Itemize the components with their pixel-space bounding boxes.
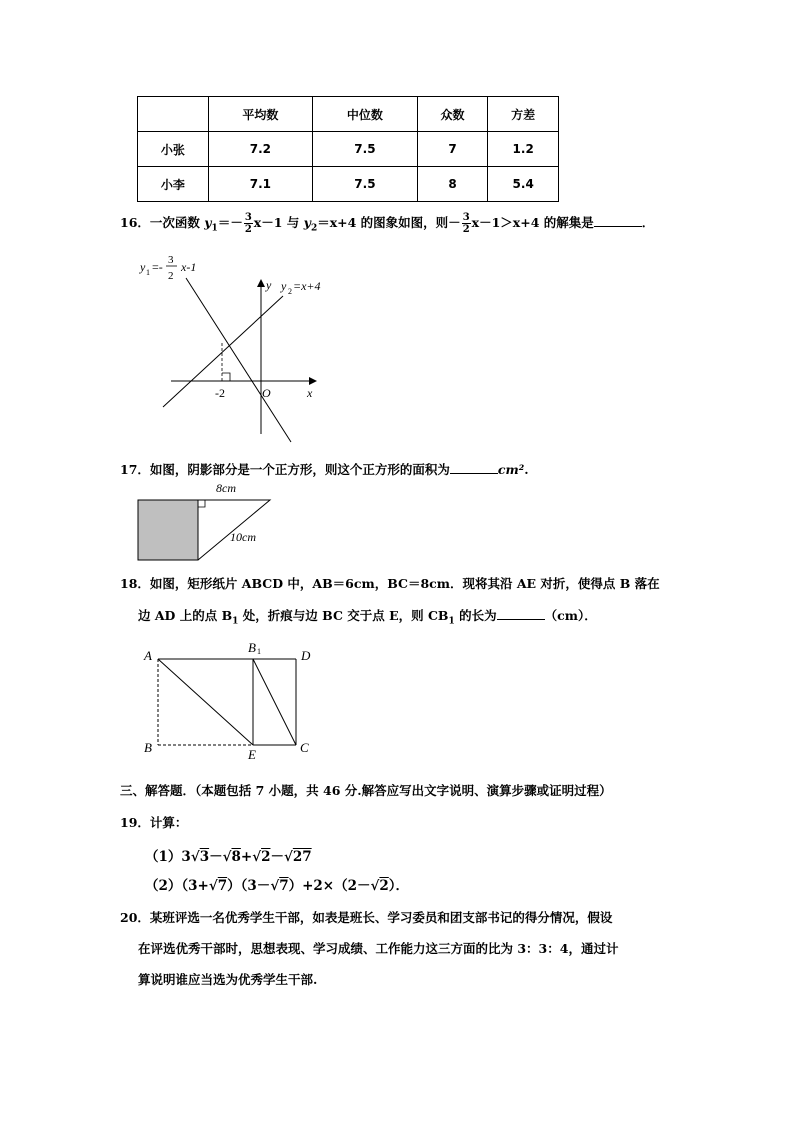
table-row bbox=[138, 167, 559, 202]
graph-label-y1-tail: x-1 bbox=[181, 260, 197, 274]
q18-line2c: 的长为 bbox=[454, 608, 497, 623]
table-header-cell: 平均数 bbox=[208, 97, 313, 132]
graph-label-y1-eq: =- bbox=[152, 260, 163, 274]
table-header-cell bbox=[138, 97, 209, 132]
q19-number: 19． bbox=[120, 815, 150, 830]
graph-label-y1-sub: 1 bbox=[146, 268, 150, 277]
table-cell: 1.2 bbox=[488, 132, 559, 167]
q20-number: 20． bbox=[120, 910, 150, 925]
table-header-cell: 方差 bbox=[488, 97, 559, 132]
part-label: （2） bbox=[145, 878, 182, 894]
q19-part2: （2）（3+√7）（3－√7）+2×（2－√2）． bbox=[145, 878, 410, 894]
right-angle-mark bbox=[222, 373, 230, 381]
table-cell: 5.4 bbox=[488, 167, 559, 202]
point-B1-sub: 1 bbox=[257, 647, 261, 656]
point-B: B bbox=[144, 740, 152, 755]
q16-text-1: 一次函数 bbox=[149, 215, 200, 230]
table-cell: 7.5 bbox=[313, 132, 418, 167]
expr: ）． bbox=[388, 878, 410, 894]
q17-text: 如图，阴影部分是一个正方形，则这个正方形的面积为 bbox=[149, 462, 450, 477]
fraction-num: 3 bbox=[244, 212, 252, 223]
table-cell: 7.5 bbox=[313, 167, 418, 202]
q16-sub2: 2 bbox=[310, 223, 318, 234]
segment-B1C bbox=[253, 659, 296, 745]
q18-line1: 如图，矩形纸片 ABCD 中，AB＝6cm，BC＝8cm．现将其沿 AE 对折，使得点 B 落在 bbox=[149, 576, 660, 591]
x-axis-arrow-icon bbox=[309, 377, 317, 385]
graph-label-y1-num: 3 bbox=[168, 254, 174, 266]
q16-graph bbox=[135, 252, 335, 447]
point-D: D bbox=[301, 648, 311, 663]
q19-part1: （1）3√3－√8+√2－√27 bbox=[145, 849, 312, 865]
question-18-line2 bbox=[138, 606, 597, 627]
score-table bbox=[137, 96, 559, 202]
q16-fraction bbox=[244, 212, 253, 235]
axis-label-y: y bbox=[266, 278, 272, 292]
shaded-square bbox=[138, 500, 198, 560]
q16-text-2: x－1 与 bbox=[253, 215, 300, 230]
table-header-row bbox=[138, 97, 559, 132]
radicand: 27 bbox=[292, 849, 312, 865]
y-axis-arrow-icon bbox=[257, 279, 265, 287]
axis-label-x: x bbox=[307, 386, 313, 400]
q17-number: 17． bbox=[120, 462, 150, 477]
q18-number: 18． bbox=[120, 576, 150, 591]
origin-label: O bbox=[262, 386, 271, 400]
point-E: E bbox=[248, 747, 256, 762]
radicand: 7 bbox=[279, 878, 289, 894]
graph-label-y2-tail: =x+4 bbox=[293, 279, 321, 293]
q16-y1: y bbox=[204, 215, 212, 230]
table-header-cell: 众数 bbox=[417, 97, 488, 132]
table-cell: 7 bbox=[417, 132, 488, 167]
expr: ）+2×（2－ bbox=[288, 878, 371, 894]
section-heading: 三、解答题．（本题包括 7 小题，共 46 分.解答应写出文字说明、演算步骤或证明过程） bbox=[120, 783, 612, 798]
graph-label-y1-den: 2 bbox=[168, 270, 174, 282]
graph-label-y2: y bbox=[281, 279, 287, 293]
length-label-top: 8cm bbox=[216, 481, 236, 495]
q16-sub1: 1 bbox=[211, 223, 218, 234]
point-C: C bbox=[300, 740, 309, 755]
answer-blank[interactable] bbox=[594, 215, 642, 227]
right-angle-mark bbox=[198, 500, 205, 507]
q16-text-3: ＝x+4 的图象如图，则－ bbox=[317, 215, 461, 230]
radicand: 2 bbox=[261, 849, 271, 865]
q18-sub2: 1 bbox=[448, 616, 455, 627]
question-18 bbox=[120, 574, 660, 592]
fraction-den: 2 bbox=[244, 224, 252, 235]
expr: ）（3－ bbox=[227, 878, 271, 894]
tick-label: -2 bbox=[215, 386, 225, 400]
question-17 bbox=[120, 460, 529, 478]
table-cell: 7.1 bbox=[208, 167, 313, 202]
answer-blank[interactable] bbox=[450, 462, 498, 474]
q17-unit: cm² bbox=[497, 462, 525, 477]
q18-line2d: （cm）． bbox=[544, 608, 597, 623]
q16-end: ． bbox=[641, 215, 655, 230]
q17-figure bbox=[130, 478, 280, 568]
table-cell: 小李 bbox=[138, 167, 209, 202]
q17-end: . bbox=[524, 462, 529, 477]
q20-line2: 在评选优秀干部时，思想表现、学习成绩、工作能力这三方面的比为 3：3：4，通过计 bbox=[138, 941, 619, 956]
point-A: A bbox=[144, 648, 152, 663]
table-header-cell: 中位数 bbox=[313, 97, 418, 132]
length-label-hyp: 10cm bbox=[230, 530, 256, 544]
point-B1: B bbox=[248, 640, 256, 655]
graph-label-y2-sub: 2 bbox=[288, 287, 292, 296]
question-16 bbox=[120, 212, 654, 235]
radicand: 8 bbox=[231, 849, 241, 865]
q16-y2: y bbox=[303, 215, 311, 230]
q19-title: 计算： bbox=[149, 815, 188, 830]
q20-line3: 算说明谁应当选为优秀学生干部. bbox=[138, 972, 318, 987]
q16-fraction-2 bbox=[462, 212, 471, 235]
q18-line2a: 边 AD 上的点 B bbox=[138, 608, 233, 623]
operator: + bbox=[240, 849, 253, 865]
answer-blank[interactable] bbox=[497, 608, 545, 620]
table-cell: 7.2 bbox=[208, 132, 313, 167]
part-label: （1） bbox=[145, 849, 182, 865]
coefficient: 3 bbox=[181, 849, 191, 865]
operator: － bbox=[270, 849, 284, 865]
q18-figure bbox=[140, 640, 330, 765]
operator: － bbox=[209, 849, 223, 865]
expr: （3+ bbox=[181, 878, 209, 894]
graph-label-y1: y bbox=[140, 260, 146, 274]
q16-text-4: x－1＞x+4 的解集是 bbox=[471, 215, 594, 230]
fraction-num: 3 bbox=[462, 212, 470, 223]
q18-line2b: 处，折痕与边 BC 交于点 E，则 CB bbox=[238, 608, 449, 623]
question-19 bbox=[120, 813, 187, 831]
question-20 bbox=[120, 908, 612, 926]
fraction-den: 2 bbox=[462, 224, 470, 235]
q20-line1: 某班评选一名优秀学生干部，如表是班长、学习委员和团支部书记的得分情况，假设 bbox=[149, 910, 613, 925]
q16-number: 16． bbox=[120, 215, 150, 230]
table-cell: 小张 bbox=[138, 132, 209, 167]
fold-AE bbox=[158, 659, 253, 745]
table-cell: 8 bbox=[417, 167, 488, 202]
radicand: 2 bbox=[379, 878, 389, 894]
q16-eq: ＝－ bbox=[217, 215, 243, 230]
radicand: 3 bbox=[199, 849, 210, 865]
table-row bbox=[138, 132, 559, 167]
q18-sub: 1 bbox=[232, 616, 239, 627]
radicand: 7 bbox=[217, 878, 228, 894]
